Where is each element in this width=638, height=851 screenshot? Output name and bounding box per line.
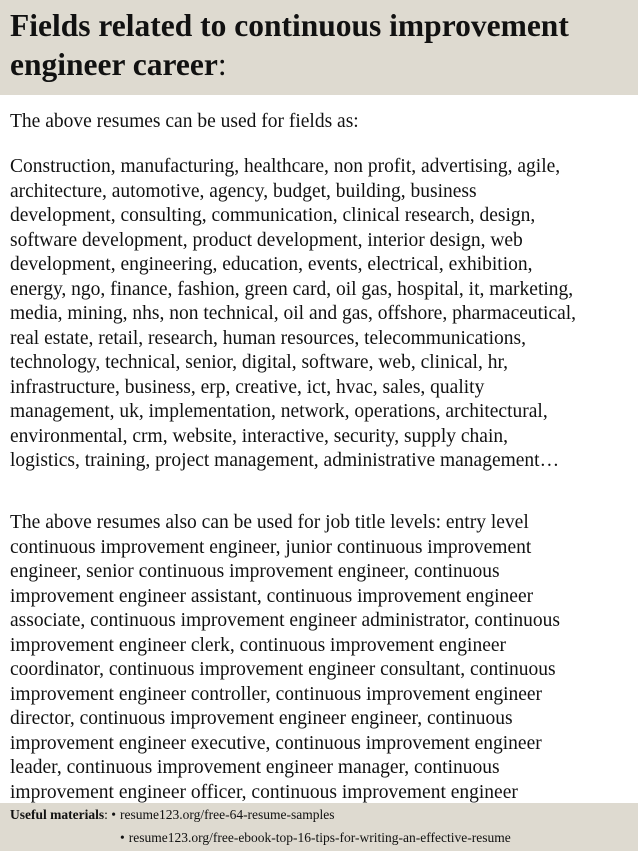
fields-line: environmental, crm, website, interactive, security, supply chain, (10, 425, 508, 447)
levels-line: improvement engineer clerk, continuous improvement engineer (10, 634, 507, 656)
job-levels-paragraph (10, 511, 634, 805)
page-title (10, 6, 630, 84)
levels-line: improvement engineer executive, continuous improvement engineer (10, 732, 542, 754)
levels-line: improvement engineer controller, continuous improvement engineer (10, 683, 543, 705)
levels-line: improvement engineer assistant, continuous improvement engineer (10, 585, 534, 607)
fields-line: energy, ngo, finance, fashion, green card, oil gas, hospital, it, marketing, (10, 278, 574, 300)
resource-link[interactable]: resume123.org/free-64-resume-samples (119, 807, 335, 822)
footer-row-1 (10, 806, 335, 823)
fields-line: software development, product development, interior design, web (10, 229, 523, 251)
levels-line: improvement engineer officer, continuous improvement engineer (10, 781, 518, 803)
footer-row-2 (120, 829, 511, 846)
fields-line: logistics, training, project management, administrative management… (10, 450, 560, 471)
fields-line: architecture, automotive, agency, budget, building, business (10, 180, 477, 202)
fields-line: development, consulting, communication, clinical research, design, (10, 205, 536, 226)
resource-link[interactable]: resume123.org/free-ebook-top-16-tips-for-writing-an-effective-resume (128, 830, 511, 845)
levels-line: engineer, senior continuous improvement engineer, continuous (10, 561, 500, 582)
title-band (0, 0, 638, 95)
title-colon: : (217, 47, 227, 82)
bullet-icon: • (111, 807, 116, 822)
levels-line: continuous improvement engineer, junior continuous improvement (10, 536, 532, 558)
intro-text: The above resumes can be used for fields as: (10, 111, 359, 132)
fields-line: technology, technical, senior, digital, software, web, clinical, hr, (10, 352, 509, 373)
fields-line: infrastructure, business, erp, creative, ict, hvac, sales, quality (10, 376, 485, 398)
title-line-2: engineer career (10, 47, 218, 82)
fields-paragraph (10, 155, 634, 474)
footer-bar (0, 803, 638, 851)
levels-line: The above resumes also can be used for job title levels: entry level (10, 512, 529, 533)
bullet-icon: • (120, 830, 125, 845)
levels-line: associate, continuous improvement engineer administrator, continuous (10, 610, 560, 631)
fields-line: real estate, retail, research, human resources, telecommunications, (10, 327, 526, 349)
levels-line: leader, continuous improvement engineer manager, continuous (10, 757, 500, 778)
fields-line: media, mining, nhs, non technical, oil and gas, offshore, pharmaceutical, (10, 303, 577, 324)
title-line-1: Fields related to continuous improvement (10, 8, 569, 43)
levels-line: director, continuous improvement engineer engineer, continuous (10, 708, 513, 729)
fields-line: management, uk, implementation, network, operations, architectural, (10, 401, 548, 422)
fields-line: development, engineering, education, events, electrical, exhibition, (10, 254, 533, 275)
fields-line: Construction, manufacturing, healthcare, non profit, advertising, agile, (10, 156, 561, 177)
useful-materials-label: Useful materials (10, 807, 105, 822)
useful-materials-colon: : (104, 807, 108, 822)
levels-line: coordinator, continuous improvement engineer consultant, continuous (10, 659, 556, 680)
